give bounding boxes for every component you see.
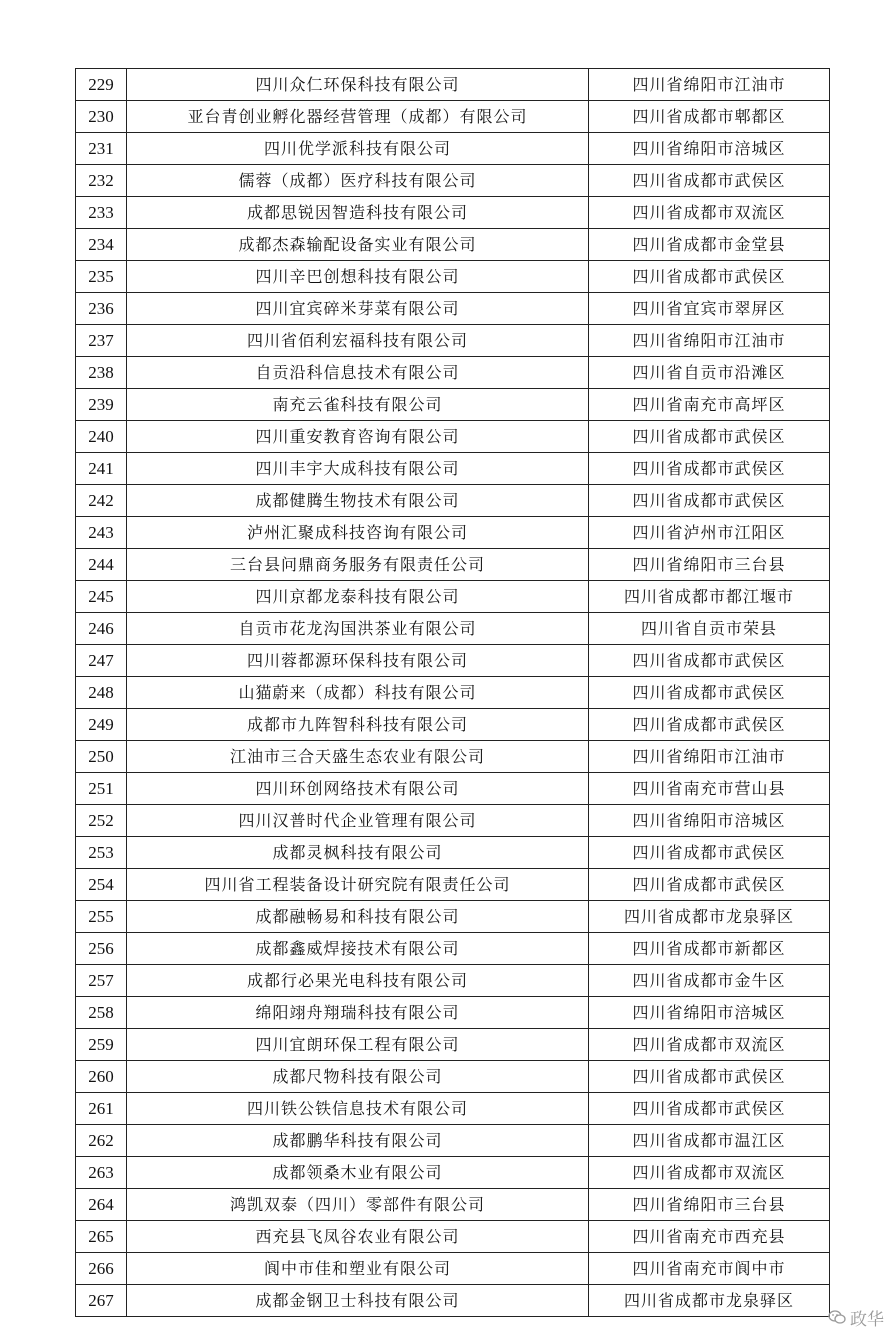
- company-name: 四川铁公铁信息技术有限公司: [127, 1093, 589, 1125]
- table-row: [76, 421, 830, 453]
- location: 四川省绵阳市涪城区: [589, 997, 830, 1029]
- row-number: 230: [76, 101, 127, 133]
- row-number: 257: [76, 965, 127, 997]
- row-number: 239: [76, 389, 127, 421]
- watermark-text: 政华: [850, 1309, 884, 1330]
- company-name: 成都鹏华科技有限公司: [127, 1125, 589, 1157]
- location: 四川省成都市武侯区: [589, 709, 830, 741]
- table-row: [76, 1125, 830, 1157]
- company-name: 四川环创网络技术有限公司: [127, 773, 589, 805]
- row-number: 266: [76, 1253, 127, 1285]
- company-name: 四川宜宾碎米芽菜有限公司: [127, 293, 589, 325]
- location: 四川省成都市武侯区: [589, 1093, 830, 1125]
- location: 四川省宜宾市翠屏区: [589, 293, 830, 325]
- company-name: 成都领桑木业有限公司: [127, 1157, 589, 1189]
- company-name: 儒蓉（成都）医疗科技有限公司: [127, 165, 589, 197]
- company-name: 自贡市花龙沟国洪茶业有限公司: [127, 613, 589, 645]
- company-name: 四川重安教育咨询有限公司: [127, 421, 589, 453]
- location: 四川省成都市武侯区: [589, 261, 830, 293]
- row-number: 242: [76, 485, 127, 517]
- location: 四川省绵阳市江油市: [589, 69, 830, 101]
- table-row: [76, 1253, 830, 1285]
- table-row: [76, 677, 830, 709]
- location: 四川省成都市武侯区: [589, 165, 830, 197]
- row-number: 245: [76, 581, 127, 613]
- row-number: 247: [76, 645, 127, 677]
- table-row: [76, 261, 830, 293]
- location: 四川省南充市西充县: [589, 1221, 830, 1253]
- location: 四川省成都市新都区: [589, 933, 830, 965]
- table-row: [76, 965, 830, 997]
- company-name: 四川众仁环保科技有限公司: [127, 69, 589, 101]
- company-name: 绵阳翊舟翔瑞科技有限公司: [127, 997, 589, 1029]
- table-row: [76, 1221, 830, 1253]
- row-number: 237: [76, 325, 127, 357]
- location: 四川省南充市高坪区: [589, 389, 830, 421]
- table-row: [76, 997, 830, 1029]
- location: 四川省绵阳市江油市: [589, 325, 830, 357]
- row-number: 241: [76, 453, 127, 485]
- table-row: [76, 453, 830, 485]
- table-row: [76, 197, 830, 229]
- table-row: [76, 581, 830, 613]
- location: 四川省成都市双流区: [589, 1029, 830, 1061]
- table-row: [76, 517, 830, 549]
- location: 四川省绵阳市涪城区: [589, 133, 830, 165]
- company-name: 成都尺物科技有限公司: [127, 1061, 589, 1093]
- table-row: [76, 869, 830, 901]
- location: 四川省成都市武侯区: [589, 837, 830, 869]
- location: 四川省成都市郫都区: [589, 101, 830, 133]
- company-name: 成都行必果光电科技有限公司: [127, 965, 589, 997]
- row-number: 262: [76, 1125, 127, 1157]
- row-number: 249: [76, 709, 127, 741]
- table-row: [76, 1029, 830, 1061]
- location: 四川省绵阳市三台县: [589, 1189, 830, 1221]
- company-name: 成都市九阵智科科技有限公司: [127, 709, 589, 741]
- row-number: 246: [76, 613, 127, 645]
- location: 四川省成都市都江堰市: [589, 581, 830, 613]
- company-name: 四川京都龙泰科技有限公司: [127, 581, 589, 613]
- company-name: 成都金钢卫士科技有限公司: [127, 1285, 589, 1317]
- table-row: [76, 165, 830, 197]
- table-row: [76, 133, 830, 165]
- row-number: 256: [76, 933, 127, 965]
- row-number: 265: [76, 1221, 127, 1253]
- table-row: [76, 1285, 830, 1317]
- company-name: 成都鑫威焊接技术有限公司: [127, 933, 589, 965]
- location: 四川省成都市双流区: [589, 1157, 830, 1189]
- table-row: [76, 485, 830, 517]
- row-number: 253: [76, 837, 127, 869]
- table-row: [76, 389, 830, 421]
- company-name: 成都杰森输配设备实业有限公司: [127, 229, 589, 261]
- row-number: 250: [76, 741, 127, 773]
- company-name: 成都融畅易和科技有限公司: [127, 901, 589, 933]
- company-name: 四川蓉都源环保科技有限公司: [127, 645, 589, 677]
- row-number: 254: [76, 869, 127, 901]
- wechat-icon: [828, 1308, 846, 1326]
- company-name: 成都健腾生物技术有限公司: [127, 485, 589, 517]
- row-number: 238: [76, 357, 127, 389]
- company-name: 成都思锐因智造科技有限公司: [127, 197, 589, 229]
- row-number: 263: [76, 1157, 127, 1189]
- table-row: [76, 773, 830, 805]
- location: 四川省南充市阆中市: [589, 1253, 830, 1285]
- row-number: 243: [76, 517, 127, 549]
- table-row: [76, 901, 830, 933]
- table-row: [76, 1189, 830, 1221]
- location: 四川省泸州市江阳区: [589, 517, 830, 549]
- location: 四川省成都市双流区: [589, 197, 830, 229]
- table-row: [76, 549, 830, 581]
- location: 四川省成都市金牛区: [589, 965, 830, 997]
- location: 四川省自贡市荣县: [589, 613, 830, 645]
- row-number: 231: [76, 133, 127, 165]
- table-row: [76, 69, 830, 101]
- table-row: [76, 645, 830, 677]
- table-row: [76, 1093, 830, 1125]
- location: 四川省成都市龙泉驿区: [589, 901, 830, 933]
- company-name: 四川省工程装备设计研究院有限责任公司: [127, 869, 589, 901]
- table-row: [76, 837, 830, 869]
- location: 四川省成都市温江区: [589, 1125, 830, 1157]
- location: 四川省成都市武侯区: [589, 1061, 830, 1093]
- location: 四川省成都市武侯区: [589, 485, 830, 517]
- table-row: [76, 293, 830, 325]
- table-row: [76, 709, 830, 741]
- company-name: 四川省佰利宏福科技有限公司: [127, 325, 589, 357]
- row-number: 244: [76, 549, 127, 581]
- row-number: 259: [76, 1029, 127, 1061]
- row-number: 261: [76, 1093, 127, 1125]
- row-number: 232: [76, 165, 127, 197]
- location: 四川省成都市武侯区: [589, 453, 830, 485]
- company-name: 四川丰宇大成科技有限公司: [127, 453, 589, 485]
- table-row: [76, 325, 830, 357]
- company-name: 四川汉普时代企业管理有限公司: [127, 805, 589, 837]
- row-number: 258: [76, 997, 127, 1029]
- table-row: [76, 741, 830, 773]
- company-name: 四川辛巴创想科技有限公司: [127, 261, 589, 293]
- watermark: [828, 1306, 884, 1328]
- row-number: 252: [76, 805, 127, 837]
- company-name: 泸州汇聚成科技咨询有限公司: [127, 517, 589, 549]
- table-row: [76, 1061, 830, 1093]
- row-number: 255: [76, 901, 127, 933]
- row-number: 234: [76, 229, 127, 261]
- table-row: [76, 1157, 830, 1189]
- row-number: 264: [76, 1189, 127, 1221]
- company-name: 山猫蔚来（成都）科技有限公司: [127, 677, 589, 709]
- location: 四川省绵阳市涪城区: [589, 805, 830, 837]
- company-name: 成都灵枫科技有限公司: [127, 837, 589, 869]
- table-row: [76, 613, 830, 645]
- row-number: 260: [76, 1061, 127, 1093]
- location: 四川省绵阳市三台县: [589, 549, 830, 581]
- company-name: 鸿凯双泰（四川）零部件有限公司: [127, 1189, 589, 1221]
- company-name: 亚台青创业孵化器经营管理（成都）有限公司: [127, 101, 589, 133]
- location: 四川省自贡市沿滩区: [589, 357, 830, 389]
- table-body: [76, 69, 830, 1317]
- company-name: 江油市三合天盛生态农业有限公司: [127, 741, 589, 773]
- row-number: 248: [76, 677, 127, 709]
- row-number: 233: [76, 197, 127, 229]
- company-name: 三台县问鼎商务服务有限责任公司: [127, 549, 589, 581]
- company-name: 四川优学派科技有限公司: [127, 133, 589, 165]
- table-row: [76, 933, 830, 965]
- location: 四川省成都市武侯区: [589, 869, 830, 901]
- location: 四川省成都市武侯区: [589, 645, 830, 677]
- location: 四川省绵阳市江油市: [589, 741, 830, 773]
- company-name: 四川宜朗环保工程有限公司: [127, 1029, 589, 1061]
- location: 四川省成都市武侯区: [589, 421, 830, 453]
- location: 四川省南充市营山县: [589, 773, 830, 805]
- company-name: 自贡沿科信息技术有限公司: [127, 357, 589, 389]
- location: 四川省成都市金堂县: [589, 229, 830, 261]
- company-name: 南充云雀科技有限公司: [127, 389, 589, 421]
- table-row: [76, 101, 830, 133]
- row-number: 229: [76, 69, 127, 101]
- row-number: 235: [76, 261, 127, 293]
- company-name: 西充县飞凤谷农业有限公司: [127, 1221, 589, 1253]
- table-row: [76, 229, 830, 261]
- row-number: 267: [76, 1285, 127, 1317]
- row-number: 251: [76, 773, 127, 805]
- table-row: [76, 805, 830, 837]
- company-name: 阆中市佳和塑业有限公司: [127, 1253, 589, 1285]
- row-number: 240: [76, 421, 127, 453]
- row-number: 236: [76, 293, 127, 325]
- location: 四川省成都市武侯区: [589, 677, 830, 709]
- table-row: [76, 357, 830, 389]
- location: 四川省成都市龙泉驿区: [589, 1285, 830, 1317]
- enterprise-list-table: [75, 68, 830, 1317]
